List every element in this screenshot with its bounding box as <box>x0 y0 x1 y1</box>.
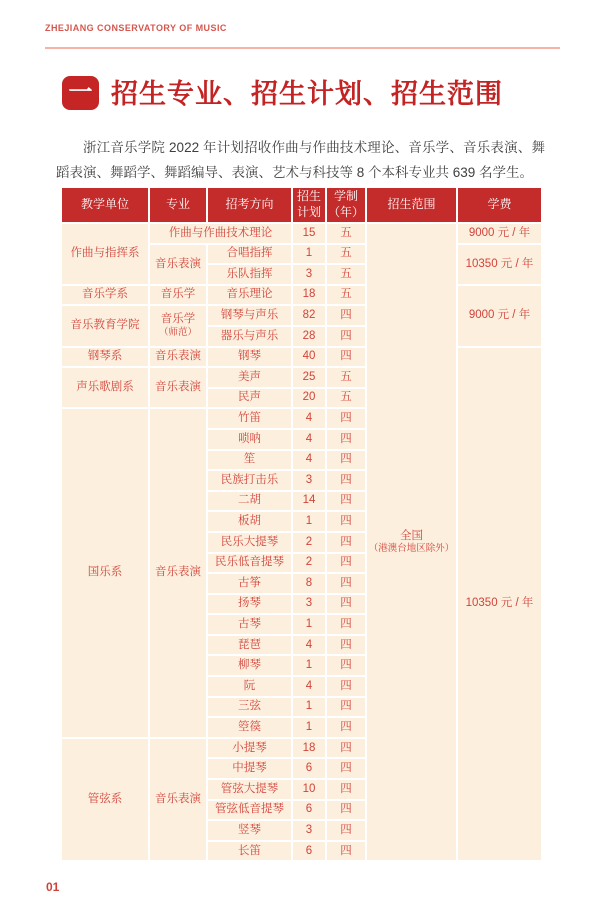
cell-direction: 古筝 <box>208 574 291 593</box>
cell-direction: 民族打击乐 <box>208 471 291 490</box>
cell-years: 五 <box>327 389 365 408</box>
cell-major: 音乐表演 <box>150 348 206 367</box>
cell-direction: 唢呐 <box>208 430 291 449</box>
cell-scope: 全国 （港澳台地区除外） <box>367 224 456 860</box>
cell-plan: 1 <box>293 718 325 737</box>
cell-direction: 三弦 <box>208 698 291 717</box>
cell-years: 四 <box>327 471 365 490</box>
cell-direction: 作曲与作曲技术理论 <box>150 224 291 243</box>
page-number: 01 <box>46 880 60 894</box>
cell-years: 四 <box>327 574 365 593</box>
cell-years: 四 <box>327 718 365 737</box>
cell-years: 五 <box>327 245 365 264</box>
cell-years: 四 <box>327 492 365 511</box>
cell-plan: 4 <box>293 430 325 449</box>
cell-direction: 板胡 <box>208 512 291 531</box>
cell-direction: 小提琴 <box>208 739 291 758</box>
cell-plan: 2 <box>293 533 325 552</box>
cell-plan: 2 <box>293 554 325 573</box>
cell-plan: 8 <box>293 574 325 593</box>
section-number-badge: 一 <box>62 76 99 110</box>
cell-direction: 二胡 <box>208 492 291 511</box>
cell-plan: 3 <box>293 471 325 490</box>
column-header-6: 学费 <box>458 188 541 222</box>
column-header-1: 专业 <box>150 188 206 222</box>
cell-unit: 国乐系 <box>62 409 148 737</box>
cell-plan: 18 <box>293 286 325 305</box>
cell-fee: 9000 元 / 年 <box>458 286 541 346</box>
cell-direction: 扬琴 <box>208 595 291 614</box>
cell-unit: 音乐学系 <box>62 286 148 305</box>
cell-major: 音乐学 <box>150 286 206 305</box>
cell-fee: 10350 元 / 年 <box>458 348 541 861</box>
cell-years: 四 <box>327 739 365 758</box>
cell-plan: 1 <box>293 698 325 717</box>
cell-plan: 4 <box>293 677 325 696</box>
cell-unit: 钢琴系 <box>62 348 148 367</box>
cell-plan: 10 <box>293 780 325 799</box>
cell-direction: 竖琴 <box>208 821 291 840</box>
cell-plan: 3 <box>293 595 325 614</box>
cell-years: 四 <box>327 801 365 820</box>
cell-years: 四 <box>327 780 365 799</box>
section-title: 招生专业、招生计划、招生范围 <box>111 79 503 109</box>
cell-direction: 音乐理论 <box>208 286 291 305</box>
cell-years: 四 <box>327 615 365 634</box>
cell-plan: 3 <box>293 821 325 840</box>
brand-text: ZHEJIANG CONSERVATORY OF MUSIC <box>45 23 227 33</box>
cell-direction: 箜篌 <box>208 718 291 737</box>
cell-years: 五 <box>327 265 365 284</box>
cell-plan: 4 <box>293 636 325 655</box>
table-header-row <box>62 188 541 222</box>
cell-direction: 民乐大提琴 <box>208 533 291 552</box>
cell-unit: 作曲与指挥系 <box>62 224 148 284</box>
cell-plan: 4 <box>293 409 325 428</box>
cell-years: 五 <box>327 368 365 387</box>
cell-direction: 琵琶 <box>208 636 291 655</box>
cell-direction: 长笛 <box>208 842 291 861</box>
cell-plan: 1 <box>293 512 325 531</box>
cell-plan: 25 <box>293 368 325 387</box>
cell-plan: 1 <box>293 615 325 634</box>
cell-plan: 14 <box>293 492 325 511</box>
cell-direction: 民声 <box>208 389 291 408</box>
cell-direction: 美声 <box>208 368 291 387</box>
cell-unit: 管弦系 <box>62 739 148 861</box>
column-header-2: 招考方向 <box>208 188 291 222</box>
cell-years: 五 <box>327 286 365 305</box>
cell-years: 四 <box>327 595 365 614</box>
cell-years: 四 <box>327 677 365 696</box>
cell-plan: 4 <box>293 451 325 470</box>
cell-plan: 1 <box>293 656 325 675</box>
column-header-4: 学制 （年） <box>327 188 365 222</box>
table-row <box>62 286 541 305</box>
cell-plan: 3 <box>293 265 325 284</box>
cell-years: 四 <box>327 348 365 367</box>
cell-unit: 音乐教育学院 <box>62 306 148 345</box>
cell-major: 音乐表演 <box>150 245 206 284</box>
cell-direction: 器乐与声乐 <box>208 327 291 346</box>
column-header-5: 招生范围 <box>367 188 456 222</box>
cell-direction: 管弦低音提琴 <box>208 801 291 820</box>
admissions-table <box>60 186 543 862</box>
cell-plan: 20 <box>293 389 325 408</box>
cell-plan: 28 <box>293 327 325 346</box>
cell-direction: 笙 <box>208 451 291 470</box>
cell-direction: 阮 <box>208 677 291 696</box>
cell-direction: 民乐低音提琴 <box>208 554 291 573</box>
cell-years: 四 <box>327 512 365 531</box>
cell-years: 四 <box>327 533 365 552</box>
cell-years: 四 <box>327 430 365 449</box>
header-divider-line <box>45 47 560 49</box>
cell-years: 四 <box>327 656 365 675</box>
cell-direction: 中提琴 <box>208 759 291 778</box>
table-row <box>62 224 541 243</box>
cell-fee: 10350 元 / 年 <box>458 245 541 284</box>
cell-plan: 18 <box>293 739 325 758</box>
cell-years: 四 <box>327 451 365 470</box>
cell-plan: 82 <box>293 306 325 325</box>
cell-years: 四 <box>327 327 365 346</box>
cell-years: 五 <box>327 224 365 243</box>
cell-years: 四 <box>327 554 365 573</box>
admissions-table-container <box>60 186 543 862</box>
cell-plan: 15 <box>293 224 325 243</box>
cell-plan: 6 <box>293 842 325 861</box>
cell-direction: 柳琴 <box>208 656 291 675</box>
cell-direction: 竹笛 <box>208 409 291 428</box>
cell-plan: 1 <box>293 245 325 264</box>
cell-direction: 钢琴与声乐 <box>208 306 291 325</box>
cell-fee: 9000 元 / 年 <box>458 224 541 243</box>
cell-major: 音乐学 （师范） <box>150 306 206 345</box>
cell-direction: 古琴 <box>208 615 291 634</box>
cell-direction: 合唱指挥 <box>208 245 291 264</box>
cell-years: 四 <box>327 409 365 428</box>
intro-paragraph: 浙江音乐学院 2022 年计划招收作曲与作曲技术理论、音乐学、音乐表演、舞蹈表演、舞蹈学、舞蹈编导、表演、艺术与科技等 8 个本科专业共 639 名学生。 <box>56 139 545 180</box>
cell-years: 四 <box>327 842 365 861</box>
table-body <box>62 224 541 860</box>
cell-direction: 管弦大提琴 <box>208 780 291 799</box>
cell-direction: 钢琴 <box>208 348 291 367</box>
column-header-0: 教学单位 <box>62 188 148 222</box>
cell-major: 音乐表演 <box>150 739 206 861</box>
cell-direction: 乐队指挥 <box>208 265 291 284</box>
cell-unit: 声乐歌剧系 <box>62 368 148 407</box>
cell-major: 音乐表演 <box>150 409 206 737</box>
cell-years: 四 <box>327 698 365 717</box>
cell-years: 四 <box>327 821 365 840</box>
cell-major: 音乐表演 <box>150 368 206 407</box>
cell-plan: 40 <box>293 348 325 367</box>
cell-plan: 6 <box>293 759 325 778</box>
column-header-3: 招生 计划 <box>293 188 325 222</box>
cell-plan: 6 <box>293 801 325 820</box>
cell-years: 四 <box>327 306 365 325</box>
cell-years: 四 <box>327 636 365 655</box>
table-row <box>62 348 541 367</box>
cell-years: 四 <box>327 759 365 778</box>
